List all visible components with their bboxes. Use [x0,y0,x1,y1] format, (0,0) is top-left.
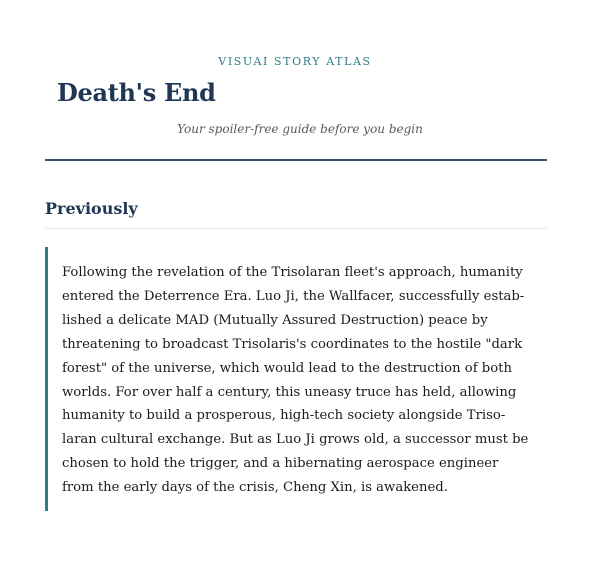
section-divider [45,228,547,229]
header-divider [45,159,547,161]
page-title: Death's End [57,78,216,107]
section-heading-previously: Previously [45,199,138,218]
blockquote-accent-bar [45,247,48,511]
summary-blockquote [45,247,547,511]
summary-text: Following the revelation of the Trisolaran fleet's approach, humanity entered the Deterrence Era. Luo Ji, the Wallfacer, successfully estab- lished a delicate MAD (Mutually Assured Destruction) peace by threatening to broadcast Trisolaris's coordinates to the hostile "dark forest" of the universe, which would lead to the destruction of both worlds. For over half a century, this uneasy truce has held, allowing humanity to build a prosperous, high-tech society alongside Triso- laran cultural exchange. But as Luo Ji grows old, a successor must be chosen to hold the trigger, and a hibernating aerospace engineer from the early days of the crisis, Cheng Xin, is awakened. [62,265,529,496]
page-subtitle: Your spoiler-free guide before you begin [177,122,423,136]
site-kicker: VISUAI STORY ATLAS [218,55,372,68]
